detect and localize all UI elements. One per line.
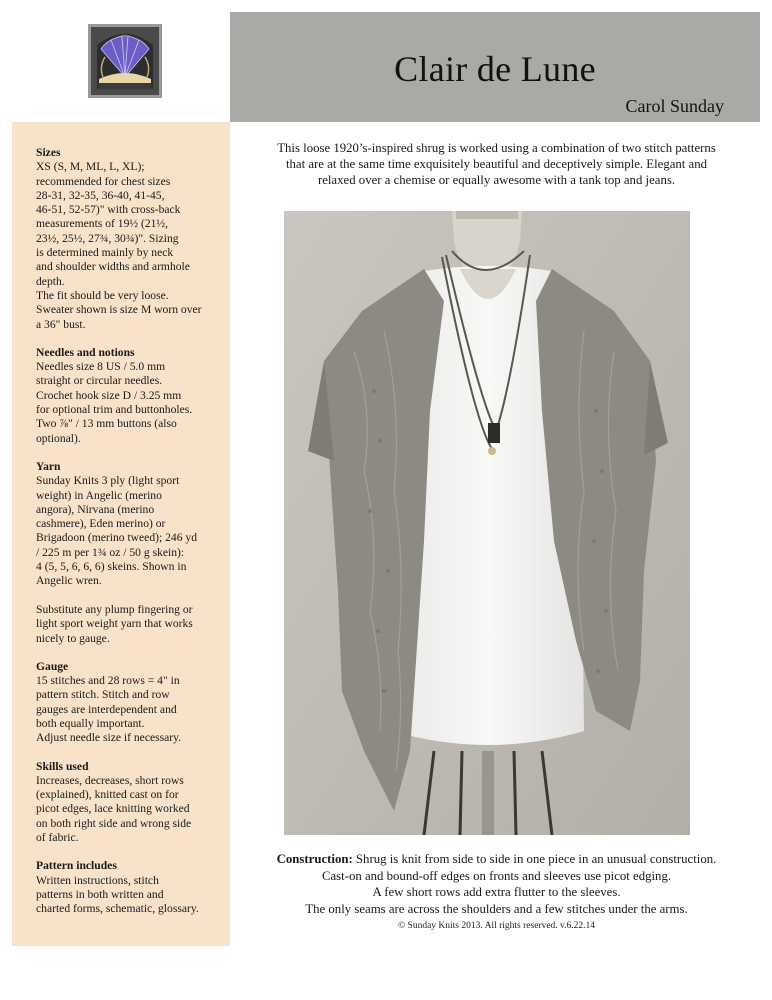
garment-photo bbox=[284, 211, 690, 835]
copyright-notice: © Sunday Knits 2013. All rights reserved. v.6.22.14 bbox=[397, 921, 596, 931]
page-title: Clair de Lune bbox=[394, 49, 596, 89]
section-heading: Pattern includes bbox=[36, 859, 117, 873]
specs-sidebar bbox=[12, 122, 230, 946]
header-band bbox=[230, 12, 760, 122]
section-body: Sunday Knits 3 ply (light sport weight) in Angelic (merino angora), Nirvana (merino cashmere), Eden merino) or Brigadoon (merino tweed); 246 yd / 225 m per 1¾ oz / 50 g skein): 4 (5, 5, 6, 6, 6) skeins. Shown in Angelic wren. Substitute any plump fingering or light sport weight yarn that works nicely to gauge. bbox=[36, 474, 197, 645]
section-heading: Needles and notions bbox=[36, 345, 135, 359]
section-body: XS (S, M, ML, L, XL); recommended for chest sizes 28-31, 32-35, 36-40, 41-45, 46-51, 52-57)" with cross-back measurements of 19½ (21½, 23½, 25½, 27¾, 30¾)". Sizing is determined mainly by neck and shoulder widths and armhole depth. The fit should be very loose. Sweater shown is size M worn over a 36" bust. bbox=[36, 160, 202, 331]
intro-paragraph: This loose 1920’s-inspired shrug is worked using a combination of two stitch patterns that are at the same time exquisitely beautiful and deceptively simple. Elegant and relaxed over a chemise or equally awesome with a tank top and jeans. bbox=[277, 141, 716, 188]
section-pattern-includes bbox=[36, 859, 220, 916]
section-heading: Gauge bbox=[36, 659, 69, 673]
section-heading: Yarn bbox=[36, 459, 61, 473]
section-body: Increases, decreases, short rows (explained), knitted cast on for picot edges, lace knitting worked on both right side and wrong side of fabric. bbox=[36, 773, 192, 845]
shrug-on-dressform-illustration bbox=[284, 211, 690, 835]
section-skills bbox=[36, 760, 220, 846]
section-heading: Sizes bbox=[36, 146, 61, 159]
section-sizes bbox=[36, 146, 220, 332]
section-body: 15 stitches and 28 rows = 4" in pattern stitch. Stitch and row gauges are interdependent and both equally important. Adjust needle size if necessary. bbox=[36, 674, 182, 745]
art-deco-fan-logo bbox=[88, 24, 162, 98]
logo-fan-icon bbox=[91, 27, 159, 95]
construction-label: Construction: bbox=[276, 852, 353, 866]
section-heading: Skills used bbox=[36, 759, 89, 773]
section-body: Needles size 8 US / 5.0 mm straight or circular needles. Crochet hook size D / 3.25 mm for optional trim and buttonholes. Two ⅞" / 13 mm buttons (also optional). bbox=[36, 360, 193, 445]
construction-text: Shrug is knit from side to side in one piece in an unusual construction. Cast-on and bound-off edges on fronts and sleeves use picot edging. A few short rows add extra flutter to the sleeves. The only seams are across the shoulders and a few stitches under the arms. bbox=[305, 852, 717, 916]
section-yarn bbox=[36, 460, 220, 646]
section-gauge bbox=[36, 660, 220, 746]
construction-paragraph bbox=[244, 851, 749, 917]
author-name: Carol Sunday bbox=[625, 96, 724, 116]
section-body: Written instructions, stitch patterns in both written and charted forms, schematic, glossary. bbox=[36, 873, 199, 916]
section-needles bbox=[36, 346, 220, 446]
